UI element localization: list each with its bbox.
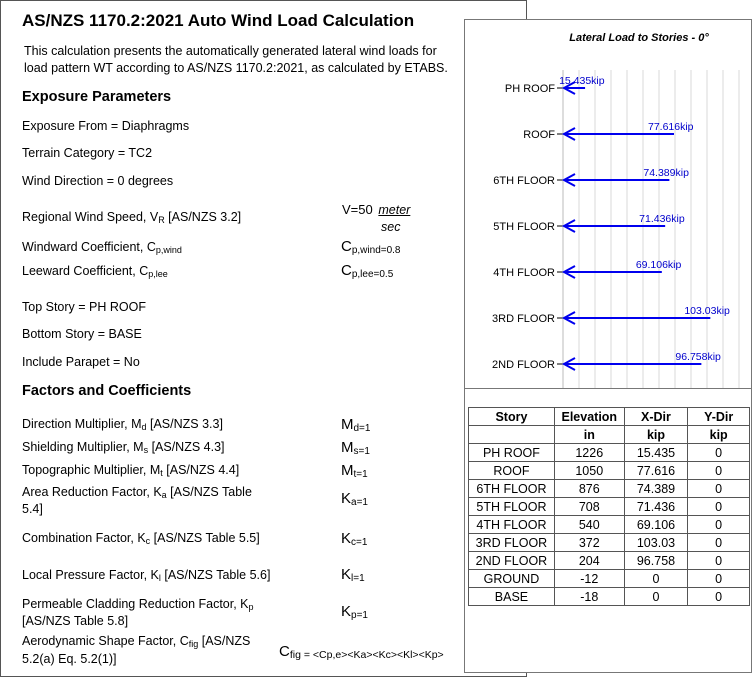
table-units-row (469, 426, 750, 444)
windward-coefficient-label: Windward Coefficient, $C_{p,wind}$ (22, 240, 182, 255)
table-row (469, 570, 750, 588)
wind-direction: Wind Direction = 0 degrees (22, 174, 174, 188)
local-pressure-factor-label: Local Pressure Factor, $K_l$ [AS/NZS Table 5.6] (22, 568, 271, 583)
column-header-x-dir: X-Dir (624, 408, 688, 426)
cell-y-dir: 0 (688, 462, 750, 480)
combination-factor-value: $K_{c=1}$ (341, 530, 368, 548)
document-title: AS/NZS 1170.2:2021 Auto Wind Load Calculation (22, 11, 415, 30)
include-parapet: Include Parapet = No (22, 355, 140, 369)
leeward-coefficient-value: $C_{p,lee=0.5}$ (341, 262, 394, 280)
column-header-story: Story (469, 408, 555, 426)
permeable-cladding-factor-ref: [AS/NZS Table 5.8] (22, 614, 129, 628)
shielding-multiplier-value: $M_{s=1}$ (341, 439, 370, 457)
cell-x-dir: 74.389 (624, 480, 688, 498)
story-tick-label: 2ND FLOOR (492, 359, 555, 371)
story-tick-label: 6TH FLOOR (493, 175, 555, 187)
area-reduction-factor-value: $K_{a=1}$ (341, 490, 368, 508)
data-label: 103.03kip (684, 305, 730, 317)
panel-divider (464, 388, 752, 389)
table-row (469, 534, 750, 552)
data-label: 71.436kip (639, 213, 685, 225)
bottom-story: Bottom Story = BASE (22, 327, 142, 341)
cell-elevation: 708 (554, 498, 624, 516)
table-row (469, 588, 750, 606)
cell-elevation: 540 (554, 516, 624, 534)
cell-x-dir: 0 (624, 588, 688, 606)
unit-y-dir: kip (688, 426, 750, 444)
cell-story: BASE (469, 588, 555, 606)
cell-x-dir: 96.758 (624, 552, 688, 570)
intro-line-1: This calculation presents the automatically generated lateral wind loads for (24, 44, 437, 58)
cell-elevation: 1050 (554, 462, 624, 480)
cell-x-dir: 103.03 (624, 534, 688, 552)
regional-wind-speed-value: V=50 meter (342, 202, 411, 217)
table-row (469, 462, 750, 480)
story-forces-table (468, 407, 750, 606)
lateral-load-chart (465, 20, 751, 388)
cell-story: 5TH FLOOR (469, 498, 555, 516)
data-label: 15.435kip (559, 75, 605, 87)
cell-elevation: 204 (554, 552, 624, 570)
cell-elevation: 372 (554, 534, 624, 552)
cell-elevation: -18 (554, 588, 624, 606)
cell-y-dir: 0 (688, 498, 750, 516)
story-tick-label: 4TH FLOOR (493, 267, 555, 279)
cell-x-dir: 15.435 (624, 444, 688, 462)
exposure-heading: Exposure Parameters (22, 89, 172, 105)
cell-story: 2ND FLOOR (469, 552, 555, 570)
table-row (469, 444, 750, 462)
table-row (469, 516, 750, 534)
data-label: 96.758kip (675, 351, 721, 363)
aerodynamic-shape-factor-label: Aerodynamic Shape Factor, $C_{fig}$ [AS/NZS (22, 634, 251, 649)
cell-x-dir: 71.436 (624, 498, 688, 516)
cell-story: GROUND (469, 570, 555, 588)
combination-factor-label: Combination Factor, $K_c$ [AS/NZS Table 5.5] (22, 531, 260, 546)
table-header-row (469, 408, 750, 426)
top-story: Top Story = PH ROOF (22, 300, 146, 314)
regional-wind-speed-label: Regional Wind Speed, $V_R$ [AS/NZS 3.2] (22, 210, 242, 225)
table-row (469, 498, 750, 516)
cell-story: 4TH FLOOR (469, 516, 555, 534)
column-header-y-dir: Y-Dir (688, 408, 750, 426)
windward-coefficient-value: $C_{p,wind=0.8}$ (341, 238, 401, 256)
cell-story: ROOF (469, 462, 555, 480)
permeable-cladding-factor-value: $K_{p=1}$ (341, 603, 368, 621)
unit-story (469, 426, 555, 444)
regional-wind-speed-unit-denominator: sec (381, 220, 401, 234)
cell-elevation: 876 (554, 480, 624, 498)
area-reduction-factor-ref: 5.4] (22, 502, 43, 516)
cell-x-dir: 69.106 (624, 516, 688, 534)
cell-y-dir: 0 (688, 444, 750, 462)
story-tick-label: PH ROOF (504, 83, 555, 95)
cell-x-dir: 0 (624, 570, 688, 588)
data-label: 74.389kip (643, 167, 689, 179)
local-pressure-factor-value: $K_{l=1}$ (341, 566, 365, 584)
cell-y-dir: 0 (688, 570, 750, 588)
story-tick-label: ROOF (523, 129, 555, 141)
unit-elevation: in (554, 426, 624, 444)
unit-x-dir: kip (624, 426, 688, 444)
cell-y-dir: 0 (688, 480, 750, 498)
intro-line-2: load pattern WT according to AS/NZS 1170.2:2021, as calculated by ETABS. (24, 61, 448, 75)
permeable-cladding-factor-label: Permeable Cladding Reduction Factor, $K_p$ (22, 597, 254, 612)
story-tick-label: 5TH FLOOR (493, 221, 555, 233)
aerodynamic-shape-factor-ref: 5.2(a) Eq. 5.2(1)] (22, 652, 117, 666)
cell-y-dir: 0 (688, 534, 750, 552)
shielding-multiplier-label: Shielding Multiplier, $M_s$ [AS/NZS 4.3] (22, 440, 225, 455)
topographic-multiplier-value: $M_{t=1}$ (341, 462, 368, 480)
direction-multiplier-value: $M_{d=1}$ (341, 416, 371, 434)
data-label: 77.616kip (647, 121, 694, 133)
cell-y-dir: 0 (688, 552, 750, 570)
aerodynamic-shape-factor-value: Cfig = <Cp,e><Ka><Kc><Kl><Kp> (279, 643, 444, 661)
cell-story: PH ROOF (469, 444, 555, 462)
table-row (469, 552, 750, 570)
exposure-from: Exposure From = Diaphragms (22, 119, 190, 133)
topographic-multiplier-label: Topographic Multiplier, $M_t$ [AS/NZS 4.4] (22, 463, 240, 478)
cell-x-dir: 77.616 (624, 462, 688, 480)
story-tick-label: 3RD FLOOR (492, 313, 555, 325)
cell-elevation: -12 (554, 570, 624, 588)
cell-story: 3RD FLOOR (469, 534, 555, 552)
direction-multiplier-label: Direction Multiplier, $M_d$ [AS/NZS 3.3] (22, 417, 223, 432)
area-reduction-factor-label: Area Reduction Factor, $K_a$ [AS/NZS Table (22, 485, 252, 500)
column-header-elevation: Elevation (554, 408, 624, 426)
cell-elevation: 1226 (554, 444, 624, 462)
factors-heading: Factors and Coefficients (22, 383, 192, 399)
cell-story: 6TH FLOOR (469, 480, 555, 498)
terrain-category: Terrain Category = TC2 (22, 146, 153, 160)
leeward-coefficient-label: Leeward Coefficient, $C_{p,lee}$ (22, 264, 168, 279)
chart-title: Lateral Load to Stories - 0° (569, 32, 709, 44)
cell-y-dir: 0 (688, 588, 750, 606)
table-row (469, 480, 750, 498)
cell-y-dir: 0 (688, 516, 750, 534)
data-label: 69.106kip (635, 259, 682, 271)
